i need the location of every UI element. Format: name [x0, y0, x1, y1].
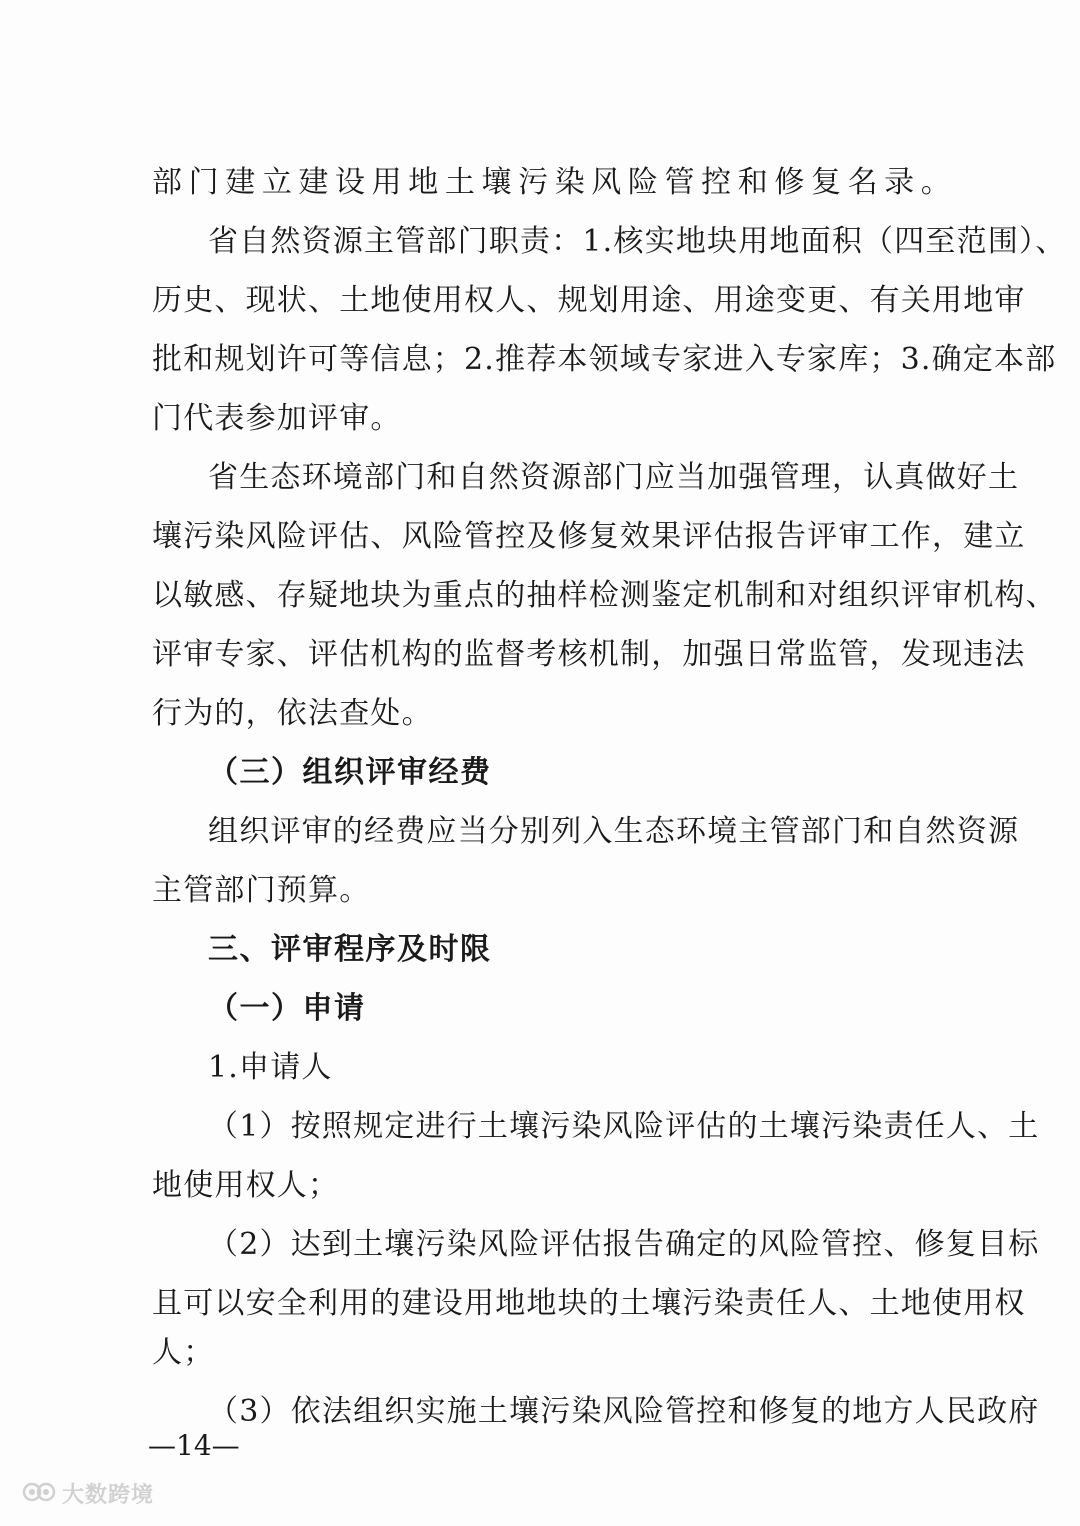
- paragraph-line: 部门建立建设用地土壤污染风险管控和修复名录。: [152, 165, 952, 200]
- watermark-text: 大数跨境: [62, 1483, 155, 1508]
- paragraph-line: 地使用权人；: [152, 1168, 340, 1203]
- section-heading: （三）组织评审经费: [208, 755, 492, 790]
- paragraph-line: 以敏感、存疑地块为重点的抽样检测鉴定机制和对组织评审机构、: [152, 578, 1057, 613]
- paragraph-line: 主管部门预算。: [152, 873, 371, 908]
- watermark: [22, 1478, 154, 1509]
- paragraph-line: 1.申请人: [208, 1050, 333, 1085]
- paragraph-line: 行为的，依法查处。: [152, 696, 433, 731]
- paragraph-line: 门代表参加评审。: [152, 401, 402, 436]
- page-number: —14—: [148, 1429, 240, 1462]
- paragraph-line: 省生态环境部门和自然资源部门应当加强管理，认真做好土: [208, 460, 1020, 495]
- paragraph-line: 批和规划许可等信息；2.推荐本领域专家进入专家库；3.确定本部: [152, 342, 1057, 377]
- paragraph-line: 壤污染风险评估、风险管控及修复效果评估报告评审工作，建立: [152, 519, 1026, 554]
- paragraph-line: 省自然资源主管部门职责：1.核实地块用地面积（四至范围）、: [208, 224, 1067, 259]
- section-heading: 三、评审程序及时限: [208, 932, 492, 967]
- logo-icon: [22, 1479, 58, 1509]
- section-heading: （一）申请: [208, 991, 366, 1026]
- paragraph-line: （3）依法组织实施土壤污染风险管控和修复的地方人民政府: [208, 1394, 1040, 1429]
- paragraph-line: （1）按照规定进行土壤污染风险评估的土壤污染责任人、土: [208, 1109, 1040, 1144]
- paragraph-line: 组织评审的经费应当分别列入生态环境主管部门和自然资源: [208, 814, 1020, 849]
- paragraph-line: 人；: [152, 1335, 215, 1370]
- paragraph-line: 且可以安全利用的建设用地地块的土壤污染责任人、土地使用权: [152, 1286, 1026, 1321]
- paragraph-line: 评审专家、评估机构的监督考核机制，加强日常监管，发现违法: [152, 637, 1026, 672]
- paragraph-line: （2）达到土壤污染风险评估报告确定的风险管控、修复目标: [208, 1227, 1040, 1262]
- paragraph-line: 历史、现状、土地使用权人、规划用途、用途变更、有关用地审: [152, 283, 1026, 318]
